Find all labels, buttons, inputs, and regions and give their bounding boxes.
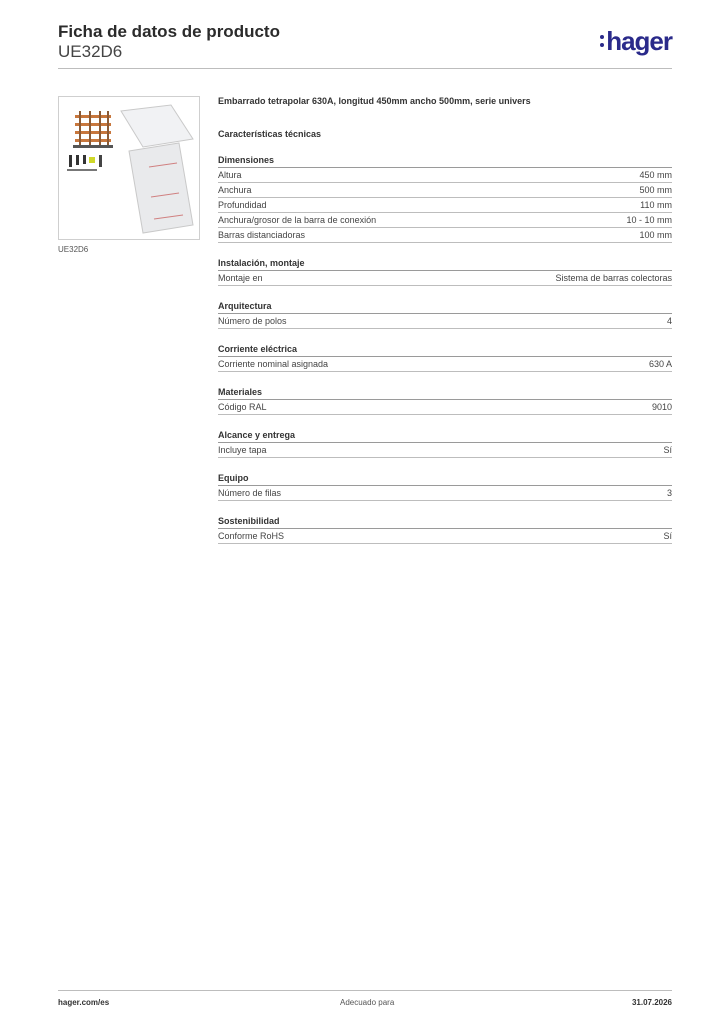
- section-title: Alcance y entrega: [218, 430, 672, 443]
- spec-label: Montaje en: [218, 273, 263, 283]
- spec-row: [218, 443, 672, 458]
- product-description: Embarrado tetrapolar 630A, longitud 450mm ancho 500mm, serie univers: [218, 96, 531, 106]
- spec-label: Conforme RoHS: [218, 531, 285, 541]
- spec-label: Profundidad: [218, 200, 267, 210]
- spec-section-installation: [218, 258, 672, 286]
- spec-section-scope-of-delivery: [218, 430, 672, 458]
- spec-row: [218, 529, 672, 544]
- spec-row: [218, 271, 672, 286]
- spec-value: Sí: [663, 445, 672, 455]
- spec-row: [218, 314, 672, 329]
- mounting-parts: [67, 155, 102, 171]
- spec-row: [218, 183, 672, 198]
- spec-value: 110 mm: [640, 200, 672, 210]
- spec-label: Anchura/grosor de la barra de conexión: [218, 215, 377, 225]
- copper-busbars: [73, 111, 113, 148]
- spec-label: Barras distanciadoras: [218, 230, 306, 240]
- header-divider: [58, 68, 672, 69]
- cover-panel: [121, 105, 193, 233]
- spec-section-electrical-current: [218, 344, 672, 372]
- section-title: Sostenibilidad: [218, 516, 672, 529]
- spec-value: 500 mm: [639, 185, 672, 195]
- logo-text: hager: [606, 25, 672, 56]
- footer-website-link[interactable]: hager.com/es: [58, 998, 110, 1007]
- spec-value: 450 mm: [639, 170, 672, 180]
- section-title: Instalación, montaje: [218, 258, 672, 271]
- section-title: Dimensiones: [218, 155, 672, 168]
- spec-label: Número de filas: [218, 488, 282, 498]
- spec-section-equipment: [218, 473, 672, 501]
- spec-value: 3: [666, 488, 672, 498]
- section-title: Corriente eléctrica: [218, 344, 672, 357]
- technical-characteristics-heading: Características técnicas: [218, 129, 322, 139]
- logo-dots-icon: [600, 33, 604, 49]
- spec-label: Código RAL: [218, 402, 267, 412]
- busbar-product-illustration: [59, 97, 199, 239]
- spec-value: Sistema de barras colectoras: [555, 273, 672, 283]
- spec-section-architecture: [218, 301, 672, 329]
- spec-row: [218, 486, 672, 501]
- spec-value: 9010: [651, 402, 672, 412]
- section-title: Materiales: [218, 387, 672, 400]
- spec-label: Anchura: [218, 185, 252, 195]
- spec-section-materials: [218, 387, 672, 415]
- product-image: [58, 96, 200, 240]
- spec-label: Incluye tapa: [218, 445, 267, 455]
- spec-label: Altura: [218, 170, 242, 180]
- footer-divider: [58, 990, 672, 991]
- spec-row: [218, 198, 672, 213]
- image-caption: UE32D6: [58, 245, 89, 254]
- document-header: [58, 20, 672, 70]
- product-reference: UE32D6: [58, 42, 123, 61]
- spec-row: [218, 400, 672, 415]
- spec-section-sustainability: [218, 516, 672, 544]
- spec-value: Sí: [663, 531, 672, 541]
- spec-row: [218, 213, 672, 228]
- spec-value: 4: [666, 316, 672, 326]
- spec-value: 100 mm: [639, 230, 672, 240]
- product-specifications: [218, 96, 672, 544]
- document-title: Ficha de datos de producto: [58, 22, 280, 41]
- spec-value: 10 - 10 mm: [626, 215, 672, 225]
- footer-note: Adecuado para: [340, 998, 395, 1007]
- section-title: Equipo: [218, 473, 672, 486]
- spec-row: [218, 228, 672, 243]
- footer-date: 31.07.2026: [631, 998, 672, 1007]
- spec-row: [218, 357, 672, 372]
- spec-label: Número de polos: [218, 316, 287, 326]
- spec-label: Corriente nominal asignada: [218, 359, 329, 369]
- spec-value: 630 A: [648, 359, 672, 369]
- section-title: Arquitectura: [218, 301, 672, 314]
- spec-row: [218, 168, 672, 183]
- spec-section-dimensions: [218, 155, 672, 243]
- hager-logo: [600, 26, 672, 56]
